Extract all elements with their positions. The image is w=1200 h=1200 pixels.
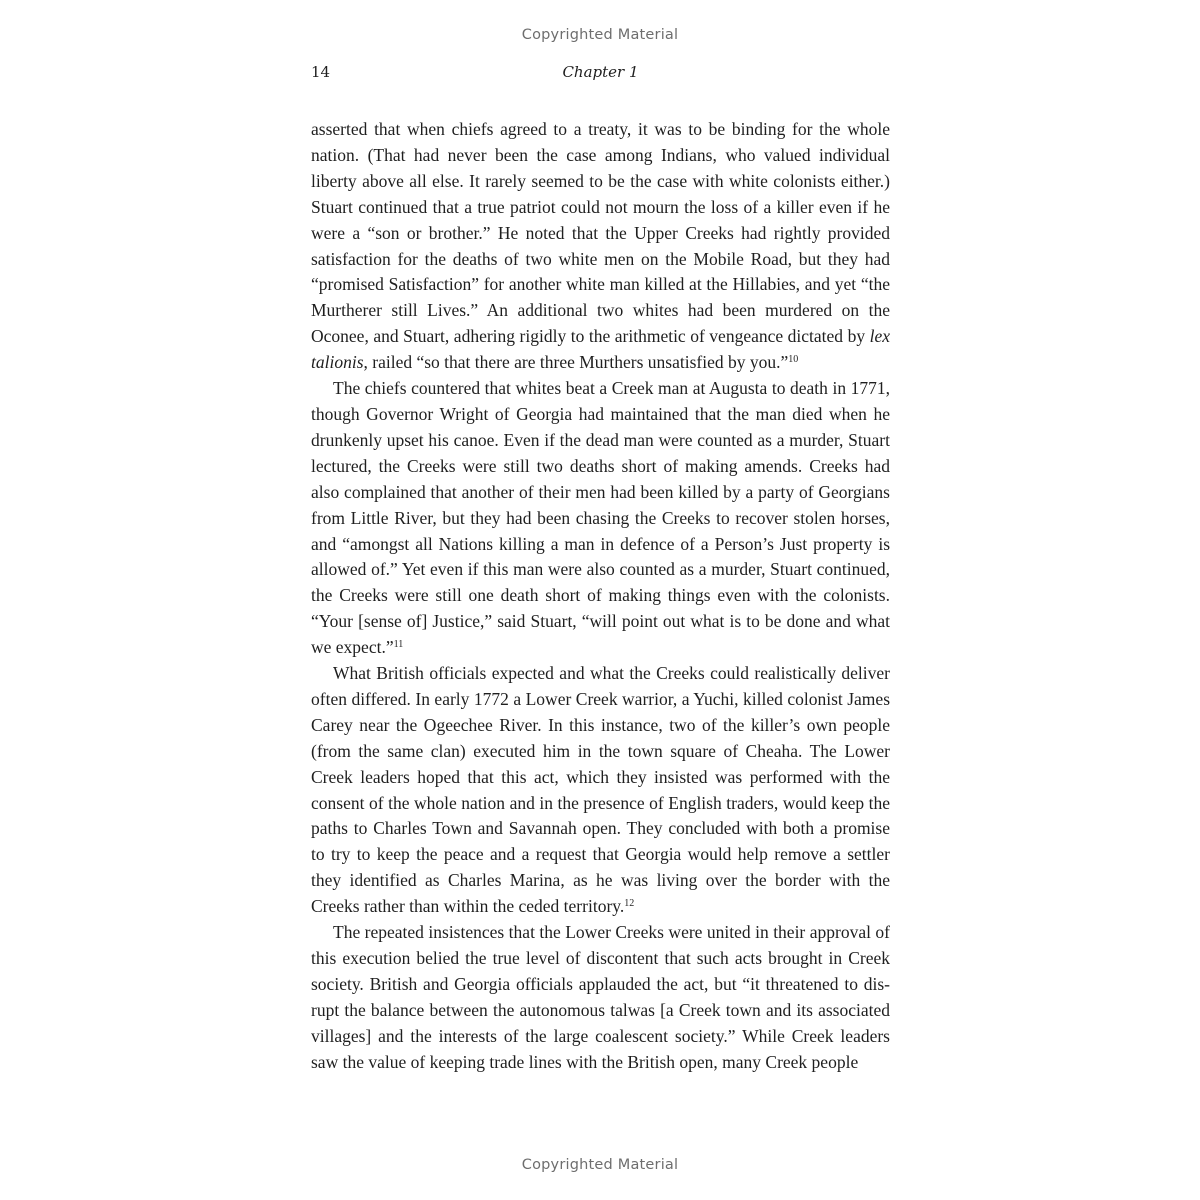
paragraph-3 xyxy=(311,661,890,920)
paragraph-1-text-b: , railed “so that there are three Murthers unsatisfied by you.” xyxy=(363,352,789,373)
copyright-watermark-bottom: Copyrighted Material xyxy=(521,1157,679,1173)
footnote-ref-11: 11 xyxy=(393,639,404,651)
footnote-ref-12: 12 xyxy=(624,898,635,910)
paragraph-3-text: What British officials expected and what the Creeks could realistically deliver often differed. In early 1772 a Lower Creek warrior, a Yuchi, killed colonist James Carey near the Ogeechee River. In this instance, two of the killer’s own people (from the same clan) executed him in the town square of Cheaha. The Lower Creek leaders hoped that this act, which they insisted was performed with the consent of the whole nation and in the presence of English traders, would keep the paths to Charles Town and Savannah open. They concluded with both a promise to try to keep the peace and a request that Georgia would help remove a settler they identified as Charles Marina, as he was living over the border with the Creeks rather than within the ceded territory. xyxy=(311,663,890,917)
paragraph-2-text: The chiefs countered that whites beat a Creek man at Augusta to death in 1771, though Governor Wright of Georgia had maintained that the man died when he drunkenly upset his canoe. Even if the dead man were counted as a murder, Stuart lectured, the Creeks were still two deaths short of making amends. Creeks had also complained that another of their men had been killed by a party of Georgians from Little River, but they had been chasing the Creeks to recover stolen horses, and “amongst all Nations killing a man in defence of a Person’s Just property is allowed of.” Yet even if this man were also counted as a murder, Stuart continued, the Creeks were still one death short of making things even with the colonists. “Your [sense of] Justice,” said Stuart, “will point out what is to be done and what we expect.” xyxy=(311,378,890,658)
paragraph-1-italic: lex talionis xyxy=(311,326,890,373)
copyright-watermark-top: Copyrighted Material xyxy=(521,27,679,43)
paragraph-1-text-a: asserted that when chiefs agreed to a treaty, it was to be binding for the whole nation. (That had never been the case among Indians, who valued individual liberty above all else. It rarely seemed to be the case with white colonists either.) Stuart continued that a true patriot could not mourn the loss of a killer even if he were a “son or brother.” He noted that the Upper Creeks had rightly provided satisfaction for the deaths of two white men on the Mobile Road, but they had “promised Satisfaction” for another white man killed at the Hillabies, and yet “the Murtherer still Lives.” An additional two whites had been murdered on the Oconee, and Stuart, adhering rigidly to the arithmetic of vengeance dictated by xyxy=(311,119,890,347)
running-head xyxy=(311,63,890,85)
paragraph-2 xyxy=(311,376,890,661)
body-text xyxy=(311,117,890,1076)
chapter-title: Chapter 1 xyxy=(562,63,639,81)
paragraph-4-text: The repeated insistences that the Lower Creeks were united in their approval of this execution belied the true level of discontent that such acts brought in Creek society. British and Georgia officials applauded the act, but “it threatened to disrupt the balance between the autonomous talwas [a Creek town and its associated villages] and the interests of the large coalescent society.” While Creek leaders saw the value of keeping trade lines with the British open, many Creek people xyxy=(311,922,890,1072)
footnote-ref-10: 10 xyxy=(788,354,799,366)
page-number: 14 xyxy=(311,63,331,81)
paragraph-4 xyxy=(311,920,890,1075)
paragraph-1 xyxy=(311,117,890,376)
